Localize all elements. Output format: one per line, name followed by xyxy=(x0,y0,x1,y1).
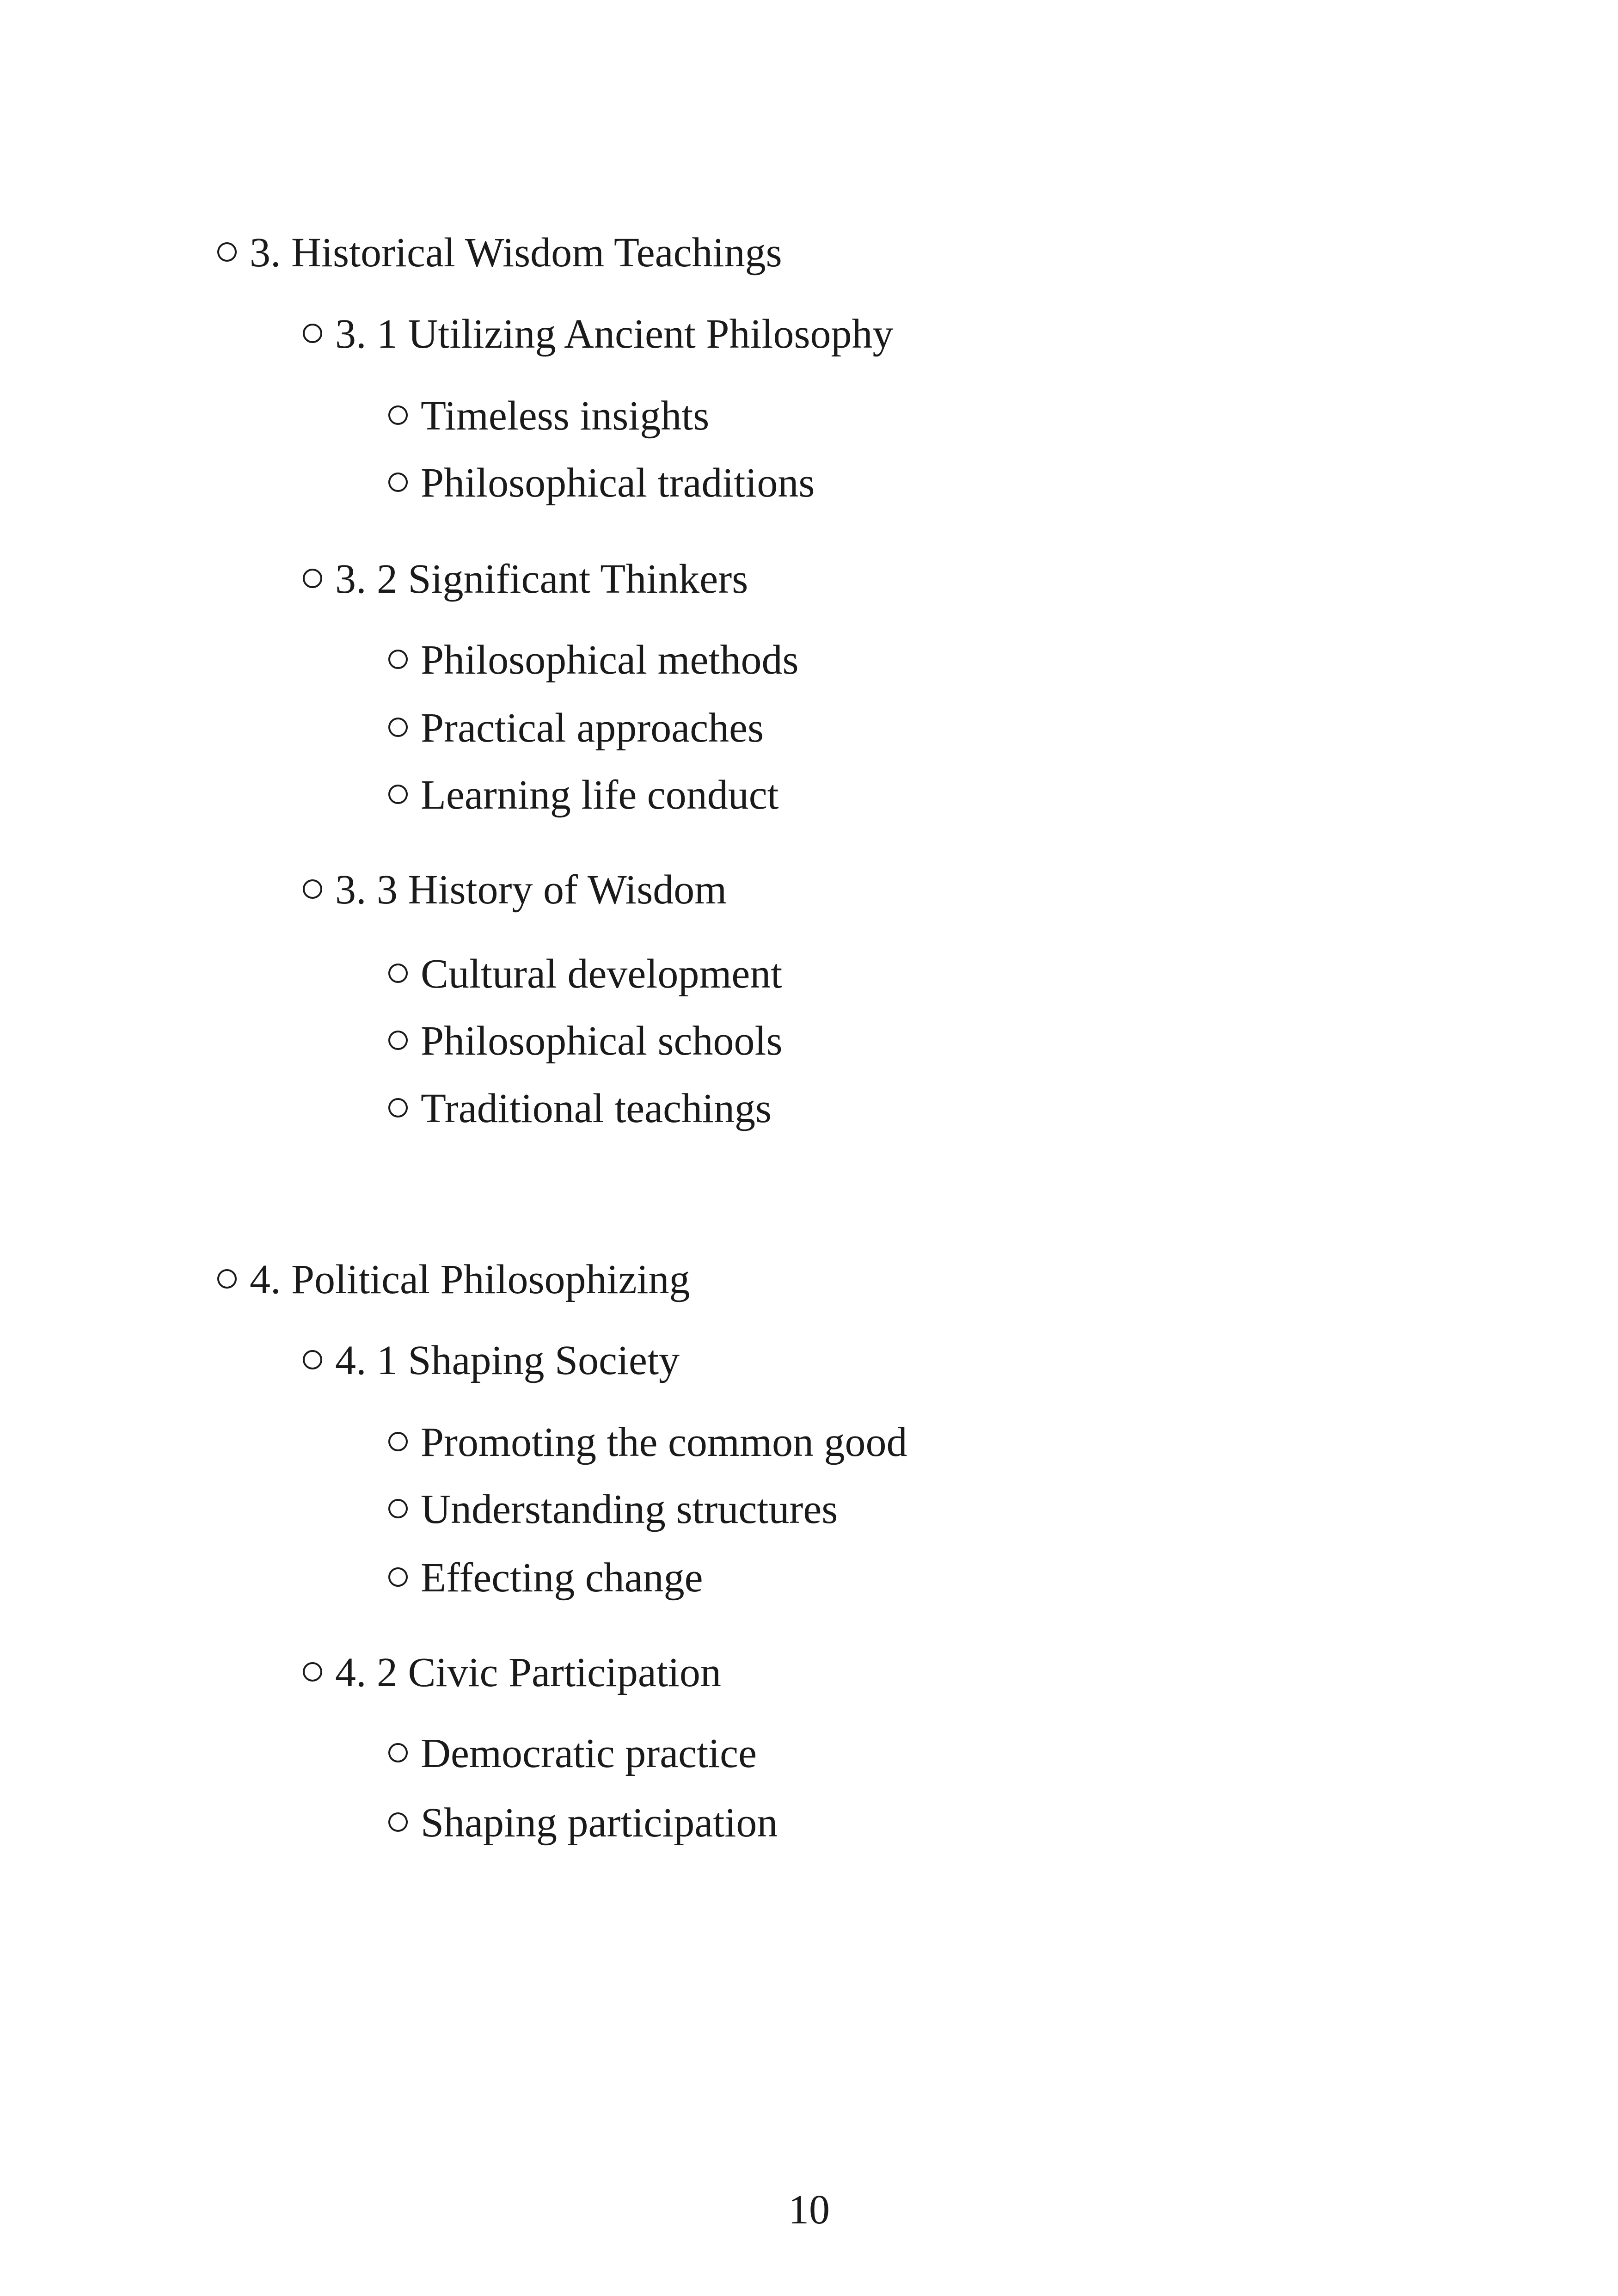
item-text: Practical approaches xyxy=(421,705,764,751)
outline-item-level-2 xyxy=(303,1647,721,1698)
item-text: Understanding structures xyxy=(421,1486,838,1532)
circle-bullet-icon xyxy=(388,650,408,669)
item-text: Timeless insights xyxy=(421,393,710,439)
outline-item-level-3 xyxy=(388,1553,703,1603)
circle-bullet-icon xyxy=(388,785,408,804)
circle-bullet-icon xyxy=(388,473,408,492)
item-text: Philosophical traditions xyxy=(421,460,815,506)
circle-bullet-icon xyxy=(303,324,322,343)
item-text: Learning life conduct xyxy=(421,772,779,818)
circle-bullet-icon xyxy=(388,1432,408,1451)
circle-bullet-icon xyxy=(217,242,237,262)
circle-bullet-icon xyxy=(217,1269,237,1289)
circle-bullet-icon xyxy=(388,718,408,737)
page-number: 10 xyxy=(788,2187,830,2233)
outline-item-level-3 xyxy=(388,770,779,821)
circle-bullet-icon xyxy=(388,405,408,425)
circle-bullet-icon xyxy=(303,569,322,588)
circle-bullet-icon xyxy=(388,1812,408,1832)
outline-item-level-3 xyxy=(388,391,709,442)
outline-item-level-1 xyxy=(217,227,782,278)
item-text: Effecting change xyxy=(421,1555,703,1601)
outline-item-level-3 xyxy=(388,1798,778,1848)
outline-item-level-2 xyxy=(303,1335,680,1386)
outline-item-level-3 xyxy=(388,949,782,1000)
outline-item-level-2 xyxy=(303,554,748,605)
circle-bullet-icon xyxy=(303,879,322,899)
outline-item-level-2 xyxy=(303,865,727,915)
outline-item-level-3 xyxy=(388,1016,783,1067)
subsection-title: 4. 2 Civic Participation xyxy=(335,1650,721,1695)
subsection-title: 3. 1 Utilizing Ancient Philosophy xyxy=(335,311,894,357)
item-text: Philosophical methods xyxy=(421,637,799,683)
circle-bullet-icon xyxy=(388,1743,408,1762)
section-title: 3. Historical Wisdom Teachings xyxy=(250,230,782,276)
item-text: Philosophical schools xyxy=(421,1018,783,1064)
outline-item-level-3 xyxy=(388,1417,907,1468)
circle-bullet-icon xyxy=(388,964,408,983)
circle-bullet-icon xyxy=(388,1031,408,1050)
item-text: Shaping participation xyxy=(421,1800,778,1846)
outline-item-level-3 xyxy=(388,1083,772,1134)
circle-bullet-icon xyxy=(303,1350,322,1369)
outline-item-level-2 xyxy=(303,309,894,360)
item-text: Cultural development xyxy=(421,951,783,997)
circle-bullet-icon xyxy=(303,1662,322,1682)
subsection-title: 3. 3 History of Wisdom xyxy=(335,867,727,913)
outline-item-level-3 xyxy=(388,635,798,686)
outline-item-level-3 xyxy=(388,1484,838,1535)
subsection-title: 3. 2 Significant Thinkers xyxy=(335,556,748,602)
circle-bullet-icon xyxy=(388,1499,408,1518)
outline-item-level-3 xyxy=(388,458,815,509)
subsection-title: 4. 1 Shaping Society xyxy=(335,1338,680,1383)
outline-item-level-3 xyxy=(388,1728,757,1779)
item-text: Traditional teachings xyxy=(421,1086,772,1131)
outline-item-level-3 xyxy=(388,703,764,754)
circle-bullet-icon xyxy=(388,1567,408,1587)
outline-item-level-1 xyxy=(217,1254,690,1305)
item-text: Promoting the common good xyxy=(421,1419,907,1465)
section-title: 4. Political Philosophizing xyxy=(250,1257,690,1302)
item-text: Democratic practice xyxy=(421,1731,757,1776)
circle-bullet-icon xyxy=(388,1098,408,1117)
